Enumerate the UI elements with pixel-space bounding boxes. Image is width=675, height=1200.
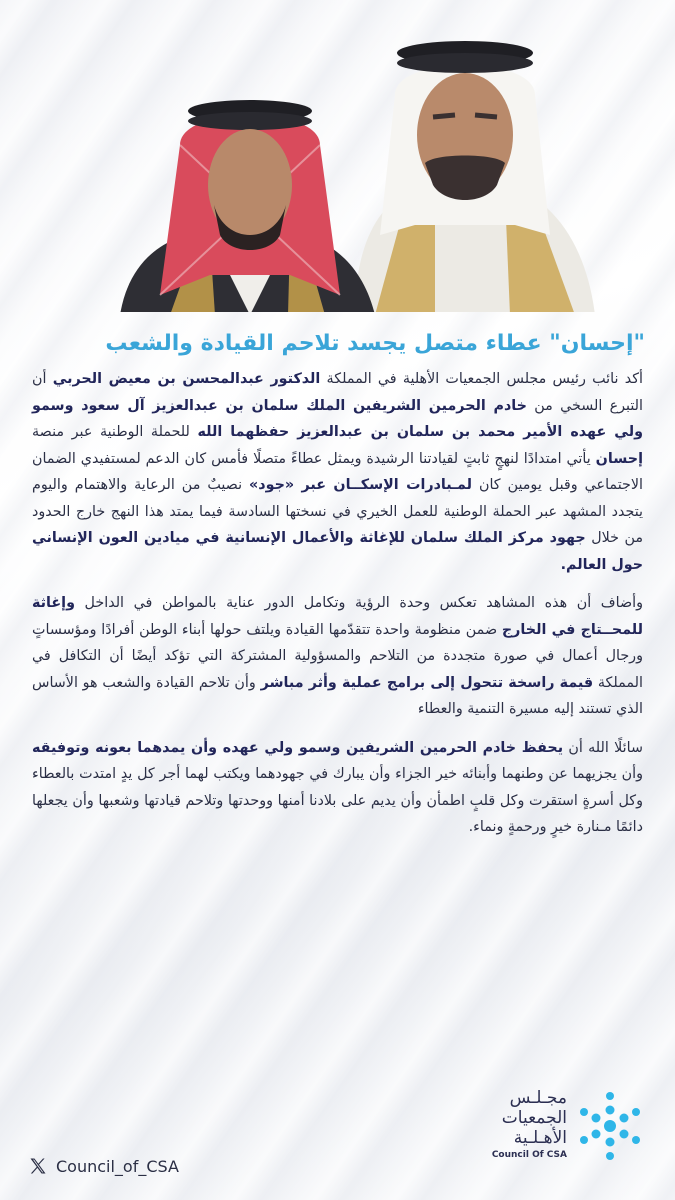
logo-arabic-line-2: الجمعيات [501,1108,567,1128]
logo-english: Council Of CSA [491,1150,567,1160]
bold-text-segment: لمـبادرات الإسكــان عبر «جود» [249,477,472,493]
paragraph-1 [32,366,643,578]
x-handle: Council_of_CSA [56,1156,179,1176]
text-segment: ضمن منظومة واحدة تتقدّمها القيادة ويلتف حولها أبناء الوطن أفرادًا ومؤسساتٍ ورجال أعمال في صورة متجددة من التلاحم والمسؤولية المشتركة التي تؤكد أيضًا أن التكافل في المملكة [32,621,644,691]
x-logo-icon [28,1156,48,1176]
paragraph-2 [32,590,643,723]
text-segment: يأتي امتدادًا لنهجٍ ثابتٍ لقيادتنا الرشيدة ويمثل عطاءً متصلًا فأمس كان الدعم لمستفيدي الضمان الاجتماعي وقبل يومين كان [32,450,643,493]
council-mark-icon [575,1086,645,1166]
portrait-left [110,95,390,312]
bold-text-segment: وإغاثة للمحــتاج في الخارج [32,595,643,638]
bold-text-segment: الدكتور عبدالمحسن بن معيض الحربي [52,371,321,387]
leaders-portraits [100,30,620,312]
logo-arabic-line-3: الأهـلـية [513,1128,567,1148]
text-segment: أن التبرع السخي من [32,371,644,414]
x-account[interactable] [28,1156,179,1176]
text-segment: وأن تلاحم القيادة والشعب هو الأساس الذي تستند إليه مسيرة التنمية والعطاء [32,674,643,717]
bold-text-segment: إحسان [595,450,643,467]
text-segment: وأضاف أن هذه المشاهد تعكس وحدة الرؤية وتكامل الدور عناية بالمواطن في الداخل [74,595,643,611]
bold-text-segment: قيمة راسخة تتحول إلى برامج عملية وأثر مباشر [260,674,594,691]
council-logo [465,1082,645,1182]
article-body [32,366,643,853]
bold-text-segment: يحفظ خادم الحرمين الشريفين وسمو ولي عهده وأن يمدهما بعونه وتوفيقه [32,739,564,756]
text-segment: وأن يجزيهما عن وطنهما وأبنائه خير الجزاء وأن يبارك في جهودهما ويكتب لهما أجر كل يدٍ امتدت بالعطاء وكل أسرةٍ استقرت وكل قلبٍ اطمأن وأن يديم على بلادنا أمنها ووحدتها وتلاحم قيادتها وشعبها وأن يجعلها دائمًا مـنارة خيرٍ ورحمةٍ ونماء. [32,766,643,835]
text-segment: أكد نائب رئيس مجلس الجمعيات الأهلية في المملكة [320,371,643,387]
logo-text [492,1088,567,1160]
headline-title: "إحسان" عطاء متصل يجسد تلاحم القيادة والشعب [105,331,645,356]
paragraph-3 [32,735,643,841]
text-segment: نصيبٌ من الرعاية والاهتمام واليوم يتجدد المشهد عبر الحملة الوطنية للعمل الخيري في نسختها السادسة فيما يمتد هذا النهج خارج الحدود من خلال [32,477,644,546]
bold-text-segment: خادم الحرمين الشريفين الملك سلمان بن عبدالعزيز آل سعود وسمو ولي عهده الأمير محمد بن سلمان بن عبدالعزيز حفظهما الله [32,397,643,440]
text-segment: سائلًا الله أن [563,739,643,756]
text-segment: للحملة الوطنية عبر منصة [32,424,198,440]
bold-text-segment: جهود مركز الملك سلمان للإغاثة والأعمال الإنسانية في ميادين العون الإنساني حول العالم. [32,530,643,573]
logo-arabic-line-1: مجـلـس [509,1088,567,1108]
